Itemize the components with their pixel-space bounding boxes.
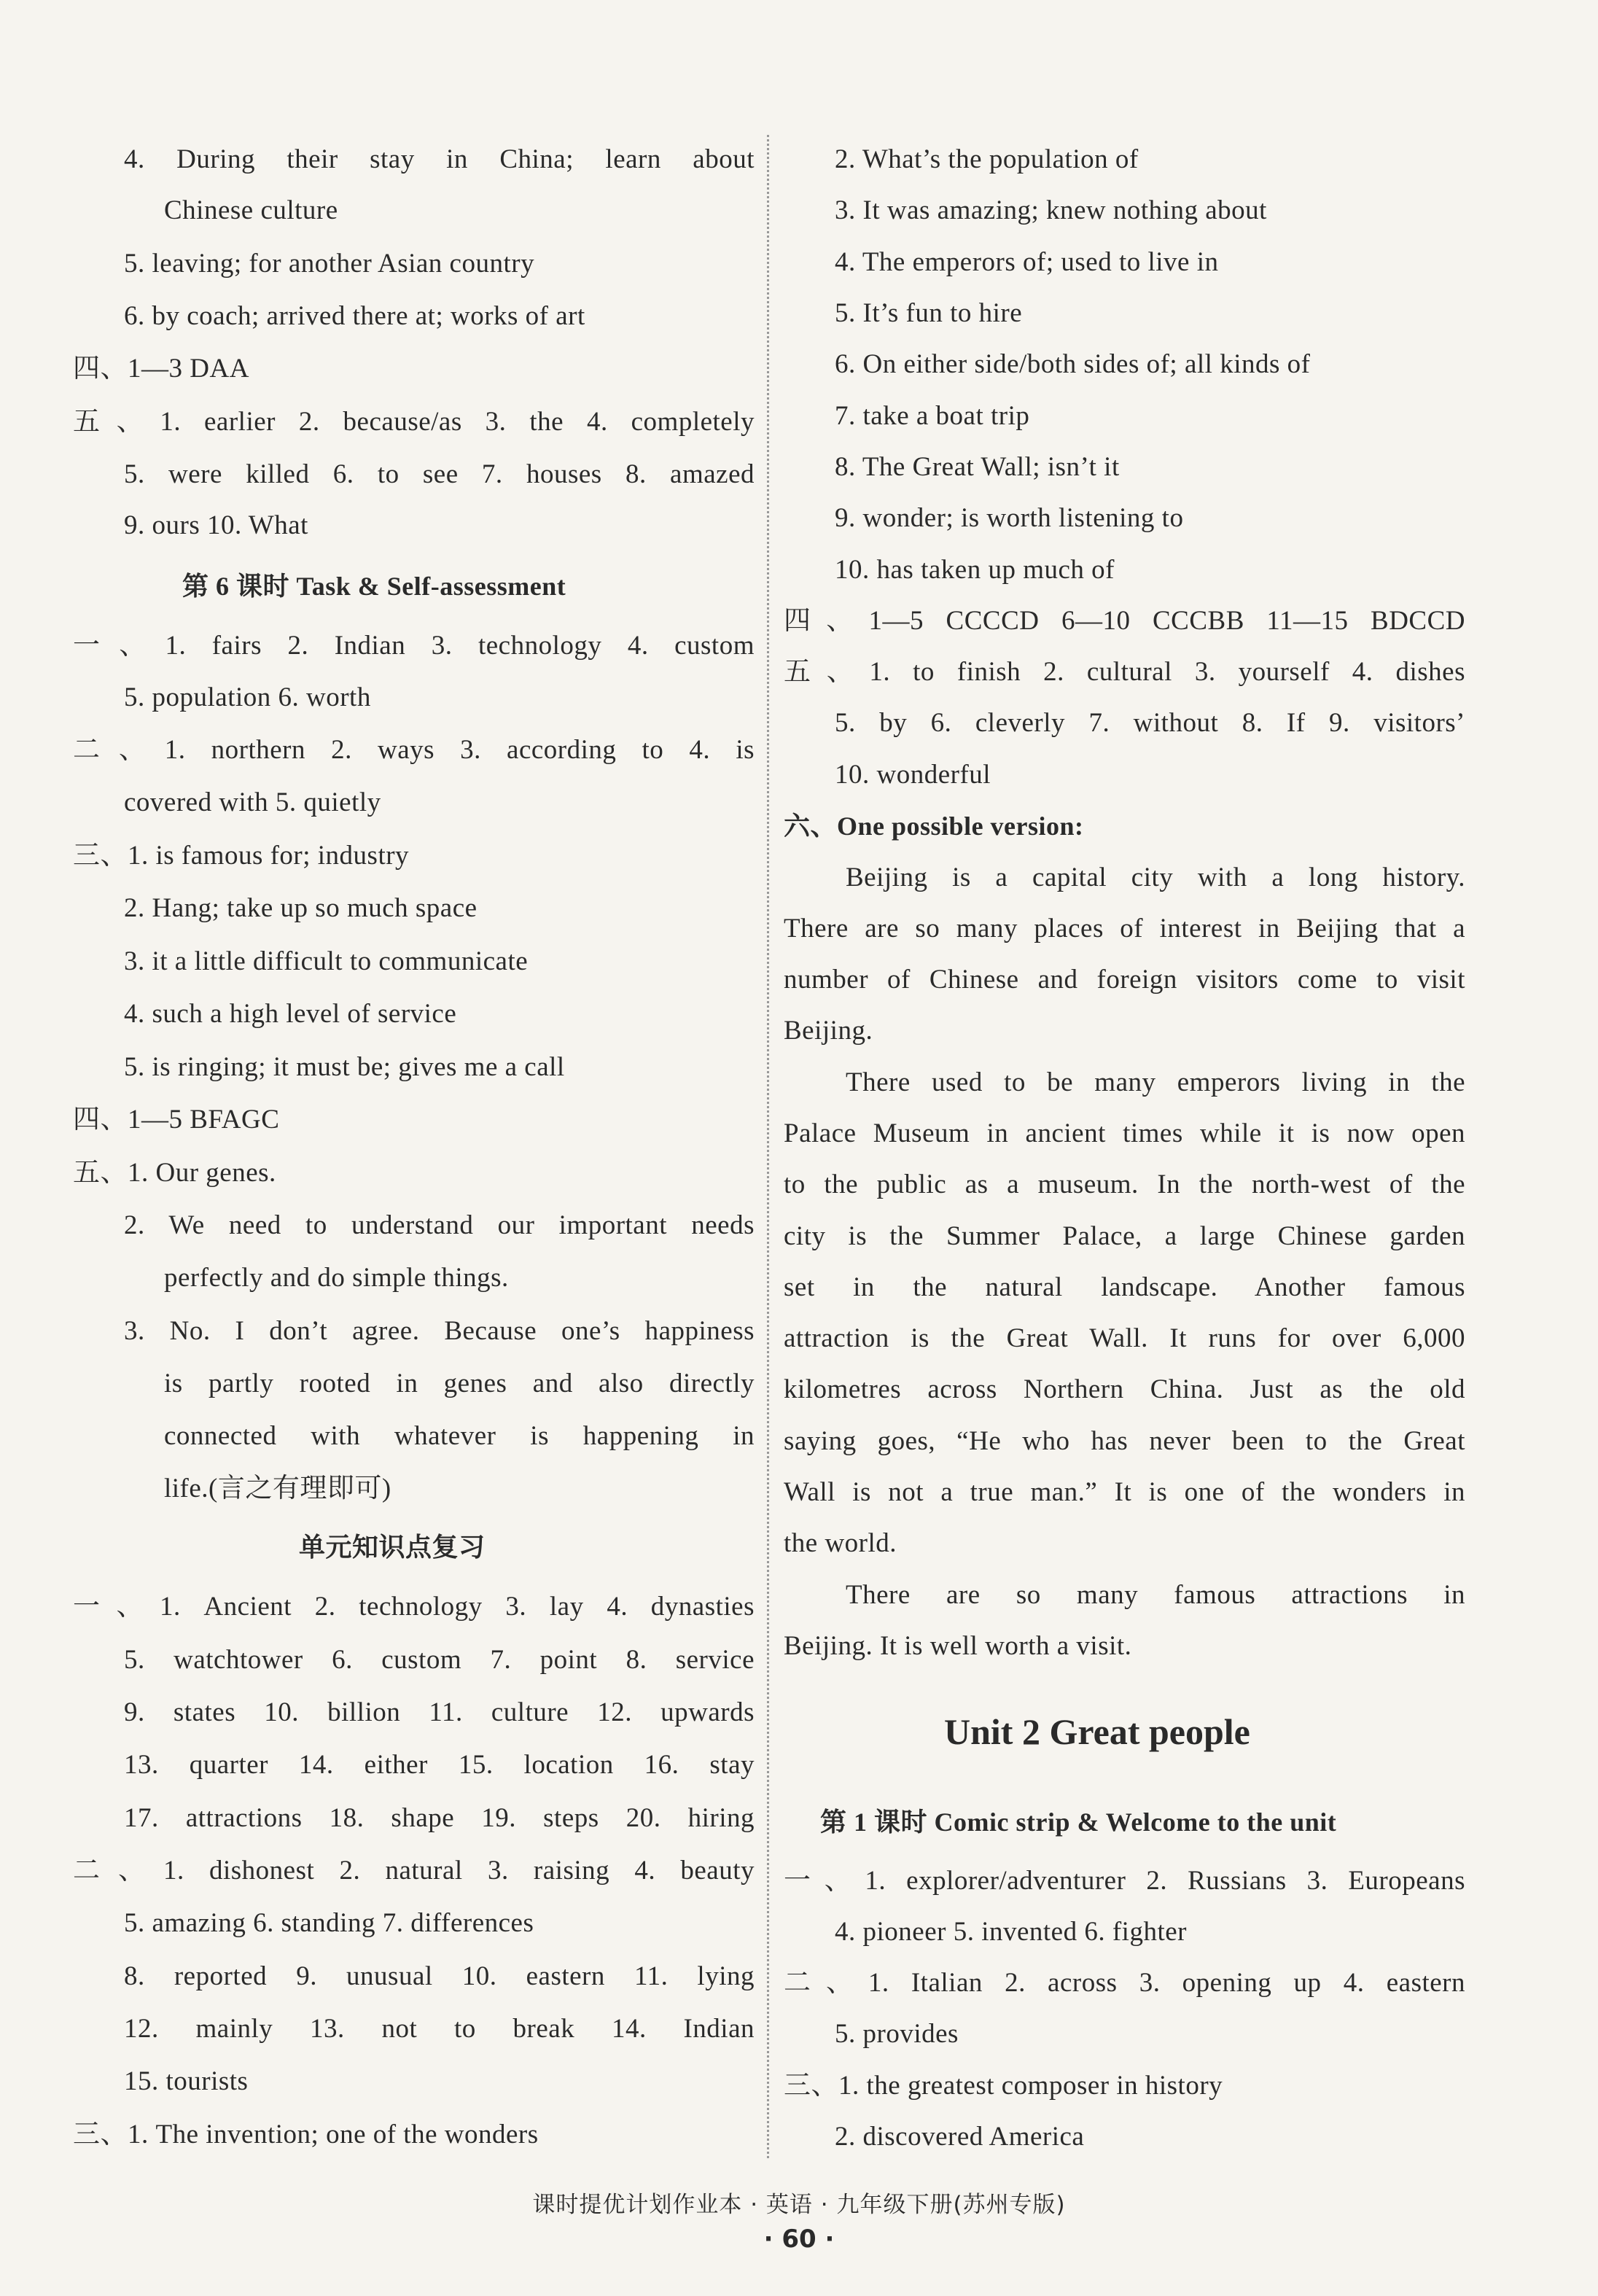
left-column-line: 9. ours 10. What bbox=[124, 510, 308, 540]
left-column-line: 二、1. northern 2. ways 3. according to 4. is bbox=[73, 735, 755, 765]
right-column-line: 9. wonder; is worth listening to bbox=[835, 503, 1184, 533]
left-column-line: 一、1. Ancient 2. technology 3. lay 4. dynasties bbox=[73, 1592, 755, 1622]
right-column-line: 4. The emperors of; used to live in bbox=[835, 247, 1219, 277]
left-column-line: 2. We need to understand our important needs bbox=[124, 1210, 755, 1240]
right-column-line: 10. has taken up much of bbox=[835, 555, 1115, 585]
right-column-line: Beijing. It is well worth a visit. bbox=[784, 1631, 1132, 1661]
left-column-line: 6. by coach; arrived there at; works of art bbox=[124, 301, 585, 331]
left-column-line: 9. states 10. billion 11. culture 12. upwards bbox=[124, 1697, 755, 1727]
column-divider bbox=[767, 135, 769, 2158]
left-column-line: 5. leaving; for another Asian country bbox=[124, 249, 535, 279]
unit-title: Unit 2 Great people bbox=[944, 1711, 1250, 1752]
left-column-line: 17. attractions 18. shape 19. steps 20. hiring bbox=[124, 1803, 755, 1833]
left-column-line: covered with 5. quietly bbox=[124, 787, 381, 817]
right-column-line: saying goes, “He who has never been to the Great bbox=[784, 1426, 1465, 1456]
left-column-line: Chinese culture bbox=[164, 195, 338, 225]
right-column-line: 3. It was amazing; knew nothing about bbox=[835, 195, 1267, 225]
right-column-line: 第 1 课时 Comic strip & Welcome to the unit bbox=[820, 1807, 1337, 1837]
right-column-line: 四、1—5 CCCCD 6—10 CCCBB 11—15 BDCCD bbox=[784, 606, 1465, 636]
left-column-line: life.(言之有理即可) bbox=[164, 1474, 391, 1503]
right-column-line: Beijing is a capital city with a long history. bbox=[846, 863, 1465, 892]
left-column-line: 四、1—5 BFAGC bbox=[73, 1105, 280, 1135]
right-column-line: kilometres across Northern China. Just as the old bbox=[784, 1374, 1465, 1404]
right-column-line: number of Chinese and foreign visitors come to visit bbox=[784, 965, 1465, 995]
left-column-line: 12. mainly 13. not to break 14. Indian bbox=[124, 2014, 755, 2044]
right-column-line: attraction is the Great Wall. It runs for over 6,000 bbox=[784, 1323, 1465, 1353]
right-column-line: 5. It’s fun to hire bbox=[835, 298, 1023, 328]
left-column-line: 2. Hang; take up so much space bbox=[124, 893, 478, 923]
right-column-line: 6. On either side/both sides of; all kinds of bbox=[835, 349, 1311, 379]
left-column-line: connected with whatever is happening in bbox=[164, 1421, 755, 1451]
left-column-line: 5. were killed 6. to see 7. houses 8. amazed bbox=[124, 459, 755, 489]
right-column-line: There are so many famous attractions in bbox=[846, 1580, 1465, 1610]
right-column-line: 2. discovered America bbox=[835, 2122, 1085, 2152]
right-column-line: 五、1. to finish 2. cultural 3. yourself 4. dishes bbox=[784, 657, 1465, 687]
left-column-line: 5. is ringing; it must be; gives me a call bbox=[124, 1052, 565, 1082]
left-column-line: 13. quarter 14. either 15. location 16. stay bbox=[124, 1750, 755, 1780]
left-column-line: 三、1. The invention; one of the wonders bbox=[73, 2120, 539, 2149]
right-column-line: to the public as a museum. In the north-west of the bbox=[784, 1170, 1465, 1199]
right-column-line: 5. by 6. cleverly 7. without 8. If 9. visitors’ bbox=[835, 708, 1465, 738]
left-column-line: 第 6 课时 Task & Self-assessment bbox=[182, 572, 566, 601]
left-column-line: 4. During their stay in China; learn about bbox=[124, 144, 755, 174]
left-column-line: 5. population 6. worth bbox=[124, 682, 371, 712]
left-column-line: is partly rooted in genes and also directly bbox=[164, 1369, 755, 1398]
left-column-line: 15. tourists bbox=[124, 2066, 249, 2096]
left-column-line: 三、1. is famous for; industry bbox=[73, 841, 410, 871]
right-column-line: 二、1. Italian 2. across 3. opening up 4. eastern bbox=[784, 1968, 1465, 1998]
left-column-line: 二、1. dishonest 2. natural 3. raising 4. beauty bbox=[73, 1856, 755, 1886]
right-column-line: 六、One possible version: bbox=[784, 812, 1084, 841]
right-column-line: There used to be many emperors living in the bbox=[846, 1067, 1465, 1097]
left-column-line: 单元知识点复习 bbox=[299, 1533, 486, 1562]
right-column-line: set in the natural landscape. Another famous bbox=[784, 1272, 1465, 1302]
right-column-line: 4. pioneer 5. invented 6. fighter bbox=[835, 1917, 1187, 1947]
left-column-line: 3. it a little difficult to communicate bbox=[124, 946, 529, 976]
left-column-line: perfectly and do simple things. bbox=[164, 1263, 509, 1293]
right-column-line: 8. The Great Wall; isn’t it bbox=[835, 452, 1120, 482]
left-column-line: 3. No. I don’t agree. Because one’s happiness bbox=[124, 1316, 755, 1346]
left-column-line: 8. reported 9. unusual 10. eastern 11. lying bbox=[124, 1961, 755, 1991]
left-column-line: 4. such a high level of service bbox=[124, 999, 457, 1029]
right-column-line: 一、1. explorer/adventurer 2. Russians 3. Europeans bbox=[784, 1866, 1465, 1896]
footer-book-title: 课时提优计划作业本 · 英语 · 九年级下册(苏州专版) bbox=[532, 2192, 1066, 2218]
left-column-line: 四、1—3 DAA bbox=[73, 354, 249, 384]
right-column-line: 2. What’s the population of bbox=[835, 144, 1139, 174]
right-column-line: Beijing. bbox=[784, 1016, 873, 1046]
left-column-line: 5. watchtower 6. custom 7. point 8. service bbox=[124, 1645, 755, 1675]
right-column-line: 10. wonderful bbox=[835, 760, 991, 790]
right-column-line: There are so many places of interest in Beijing that a bbox=[784, 914, 1465, 943]
right-column-line: the world. bbox=[784, 1528, 897, 1558]
left-column-line: 5. amazing 6. standing 7. differences bbox=[124, 1908, 534, 1938]
right-column-line: 7. take a boat trip bbox=[835, 401, 1030, 431]
left-column-line: 一、1. fairs 2. Indian 3. technology 4. custom bbox=[73, 631, 755, 661]
left-column-line: 五、1. Our genes. bbox=[73, 1158, 276, 1188]
right-column-line: Palace Museum in ancient times while it is now open bbox=[784, 1118, 1465, 1148]
page-number: · 60 · bbox=[763, 2225, 835, 2254]
right-column-line: city is the Summer Palace, a large Chinese garden bbox=[784, 1221, 1465, 1251]
right-column-line: 5. provides bbox=[835, 2019, 959, 2049]
left-column-line: 五、1. earlier 2. because/as 3. the 4. completely bbox=[73, 407, 755, 437]
right-column-line: 三、1. the greatest composer in history bbox=[784, 2071, 1223, 2101]
right-column-line: Wall is not a true man.” It is one of the wonders in bbox=[784, 1477, 1465, 1507]
